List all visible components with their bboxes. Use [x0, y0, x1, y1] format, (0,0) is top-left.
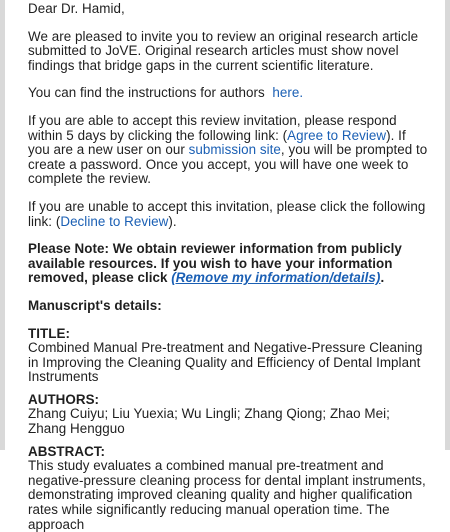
right-edge	[445, 0, 450, 450]
note-text: Please Note: We obtain reviewer information from publicly available resources. If you wish to have your information removed, please click	[28, 241, 402, 286]
accept-text-2: ). If you are a new user on our	[28, 127, 406, 158]
abstract-heading: ABSTRACT:	[28, 443, 106, 459]
invite-paragraph: We are pleased to invite you to review an original research article submitted to JoVE. Original research articles must show novel findings that bridge gaps in the current scientific literature.	[28, 28, 419, 73]
title-heading: TITLE:	[28, 325, 70, 341]
note-end: .	[380, 270, 385, 286]
accept-paragraph	[28, 114, 428, 187]
decline-paragraph	[28, 200, 428, 229]
decline-text-1: If you are unable to accept this invitation, please click the following link: (	[28, 198, 426, 229]
remove-information-link[interactable]: (Remove my information/details)	[171, 270, 381, 286]
accept-text-1: If you are able to accept this review invitation, please respond within 5 days by clicking the following link: (	[28, 112, 397, 143]
manuscript-details-heading: Manuscript's details:	[28, 297, 162, 313]
submission-site-link[interactable]: submission site	[188, 142, 281, 158]
authors-value: Zhang Cuiyu; Liu Yuexia; Wu Lingli; Zhang Qiong; Zhao Mei; Zhang Hengguo	[28, 406, 390, 437]
decline-to-review-link[interactable]: Decline to Review	[60, 213, 169, 229]
accept-text-3: , you will be prompted to create a password. Once you accept, you will have one week to complete the review.	[28, 142, 428, 187]
instructions-text: You can find the instructions for authors	[28, 85, 265, 101]
note-paragraph	[28, 242, 428, 286]
decline-text-2: ).	[168, 213, 177, 229]
greeting: Dear Dr. Hamid,	[28, 1, 125, 16]
agree-to-review-link[interactable]: Agree to Review	[287, 127, 387, 143]
instructions-link[interactable]: here.	[272, 85, 304, 101]
left-edge	[0, 0, 5, 450]
instructions-paragraph	[28, 86, 428, 101]
title-value: Combined Manual Pre-treatment and Negative-Pressure Cleaning in Improving the Cleaning Quality and Efficiency of Dental Implant Instruments	[28, 340, 423, 385]
abstract-value: This study evaluates a combined manual pre-treatment and negative-pressure cleaning process for dental implant instruments, demonstrating improved cleaning quality and higher qualification rates while significantly reducing manual operation time. The approach	[28, 458, 426, 532]
authors-heading: AUTHORS:	[28, 391, 100, 407]
